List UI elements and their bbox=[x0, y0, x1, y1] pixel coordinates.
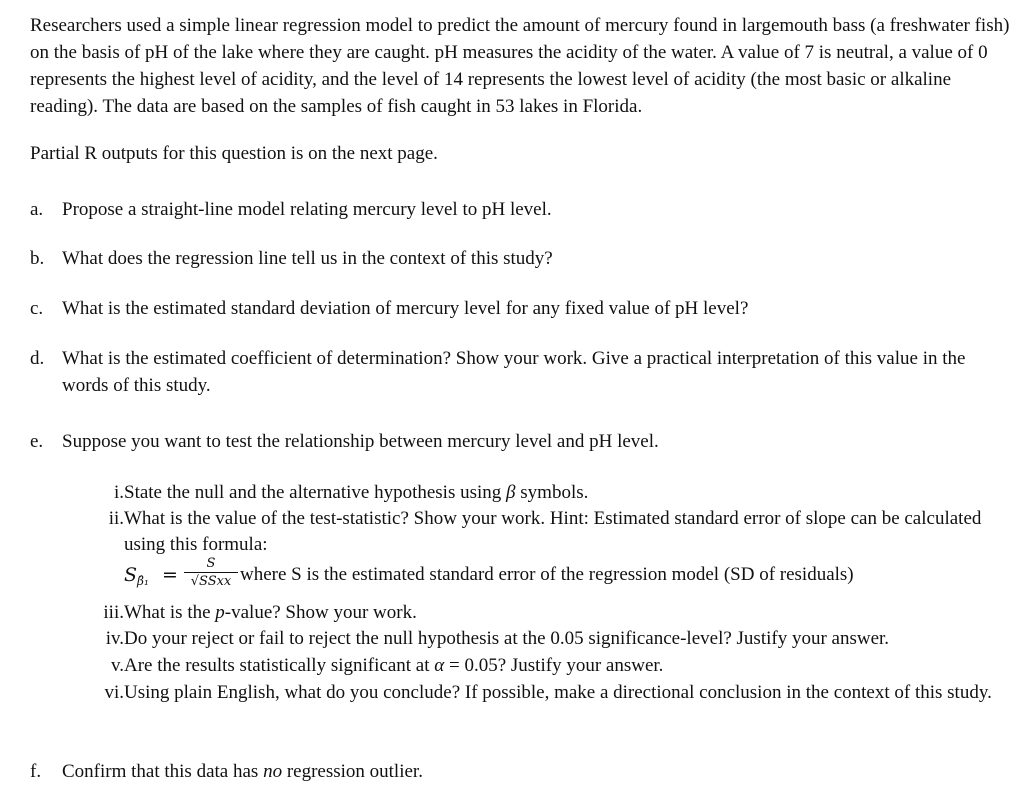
formula-lhs: $S_{\betâ_1}$ bbox=[124, 564, 149, 588]
formula-fraction bbox=[184, 556, 238, 590]
question-e bbox=[30, 428, 990, 455]
partial-output-note: Partial R outputs for this question is on the next page. bbox=[30, 143, 438, 164]
subpart-label: v. bbox=[110, 655, 124, 676]
question-text: What is the estimated coefficient of determination? Show your work. Give a practical interpretation of this value in the words of this study. bbox=[62, 348, 966, 396]
subpart-text: Do your reject or fail to reject the null hypothesis at the 0.05 significance-level? Justify your answer. bbox=[124, 628, 890, 649]
formula-denominator: √SSxx bbox=[190, 574, 232, 589]
subpart-vi bbox=[60, 680, 1000, 706]
question-label: a. bbox=[30, 199, 44, 220]
subpart-label: ii. bbox=[108, 508, 124, 529]
subpart-v bbox=[60, 653, 1000, 679]
formula-description: where S is the estimated standard error of the regression model (SD of residuals) bbox=[240, 564, 854, 585]
question-label: c. bbox=[30, 298, 44, 319]
subpart-text: What is the value of the test-statistic? Show your work. Hint: Estimated standard error of slope can be calculated using this formula: bbox=[124, 508, 982, 555]
question-b bbox=[30, 245, 990, 272]
question-label: b. bbox=[30, 248, 45, 269]
question-a bbox=[30, 196, 990, 223]
formula-equals: = bbox=[162, 564, 178, 586]
question-label: d. bbox=[30, 348, 45, 369]
subpart-i bbox=[60, 480, 1000, 506]
subpart-iv bbox=[60, 626, 1000, 652]
intro-paragraph: Researchers used a simple linear regression model to predict the amount of mercury found in largemouth bass (a freshwater fish) on the basis of pH of the lake where they are caught. pH measures the acidity of the water. A value of 7 is neutral, a value of 0 represents the highest level of acidity, and the level of 14 represents the lowest level of acidity (the most basic or alkaline reading). The data are based on the samples of fish caught in 53 lakes in Florida. bbox=[30, 15, 1010, 117]
subpart-label: iv. bbox=[105, 628, 124, 649]
subpart-iii bbox=[60, 600, 1000, 626]
question-f bbox=[30, 758, 990, 785]
subpart-text: Using plain English, what do you conclude? If possible, make a directional conclusion in the context of this study. bbox=[124, 682, 992, 703]
standard-error-formula bbox=[124, 556, 1004, 596]
subpart-ii bbox=[60, 506, 1000, 558]
formula-numerator: S bbox=[206, 556, 216, 571]
subpart-label: i. bbox=[113, 482, 124, 503]
question-d bbox=[30, 345, 990, 399]
subpart-label: vi. bbox=[104, 682, 124, 703]
subpart-text: What is the p-value? Show your work. bbox=[124, 602, 417, 623]
question-label: e. bbox=[30, 431, 44, 452]
fraction-bar bbox=[184, 572, 238, 573]
subpart-label: iii. bbox=[103, 602, 124, 623]
question-text: What does the regression line tell us in the context of this study? bbox=[62, 248, 553, 269]
question-text: Propose a straight-line model relating mercury level to pH level. bbox=[62, 199, 552, 220]
question-text: Suppose you want to test the relationship between mercury level and pH level. bbox=[62, 431, 659, 452]
subpart-text: Are the results statistically significant at α = 0.05? Justify your answer. bbox=[124, 655, 664, 676]
question-c bbox=[30, 295, 990, 322]
question-text: Confirm that this data has no regression outlier. bbox=[62, 761, 423, 782]
question-text: What is the estimated standard deviation of mercury level for any fixed value of pH level? bbox=[62, 298, 749, 319]
question-label: f. bbox=[30, 761, 42, 782]
subpart-text: State the null and the alternative hypothesis using β symbols. bbox=[124, 482, 589, 503]
